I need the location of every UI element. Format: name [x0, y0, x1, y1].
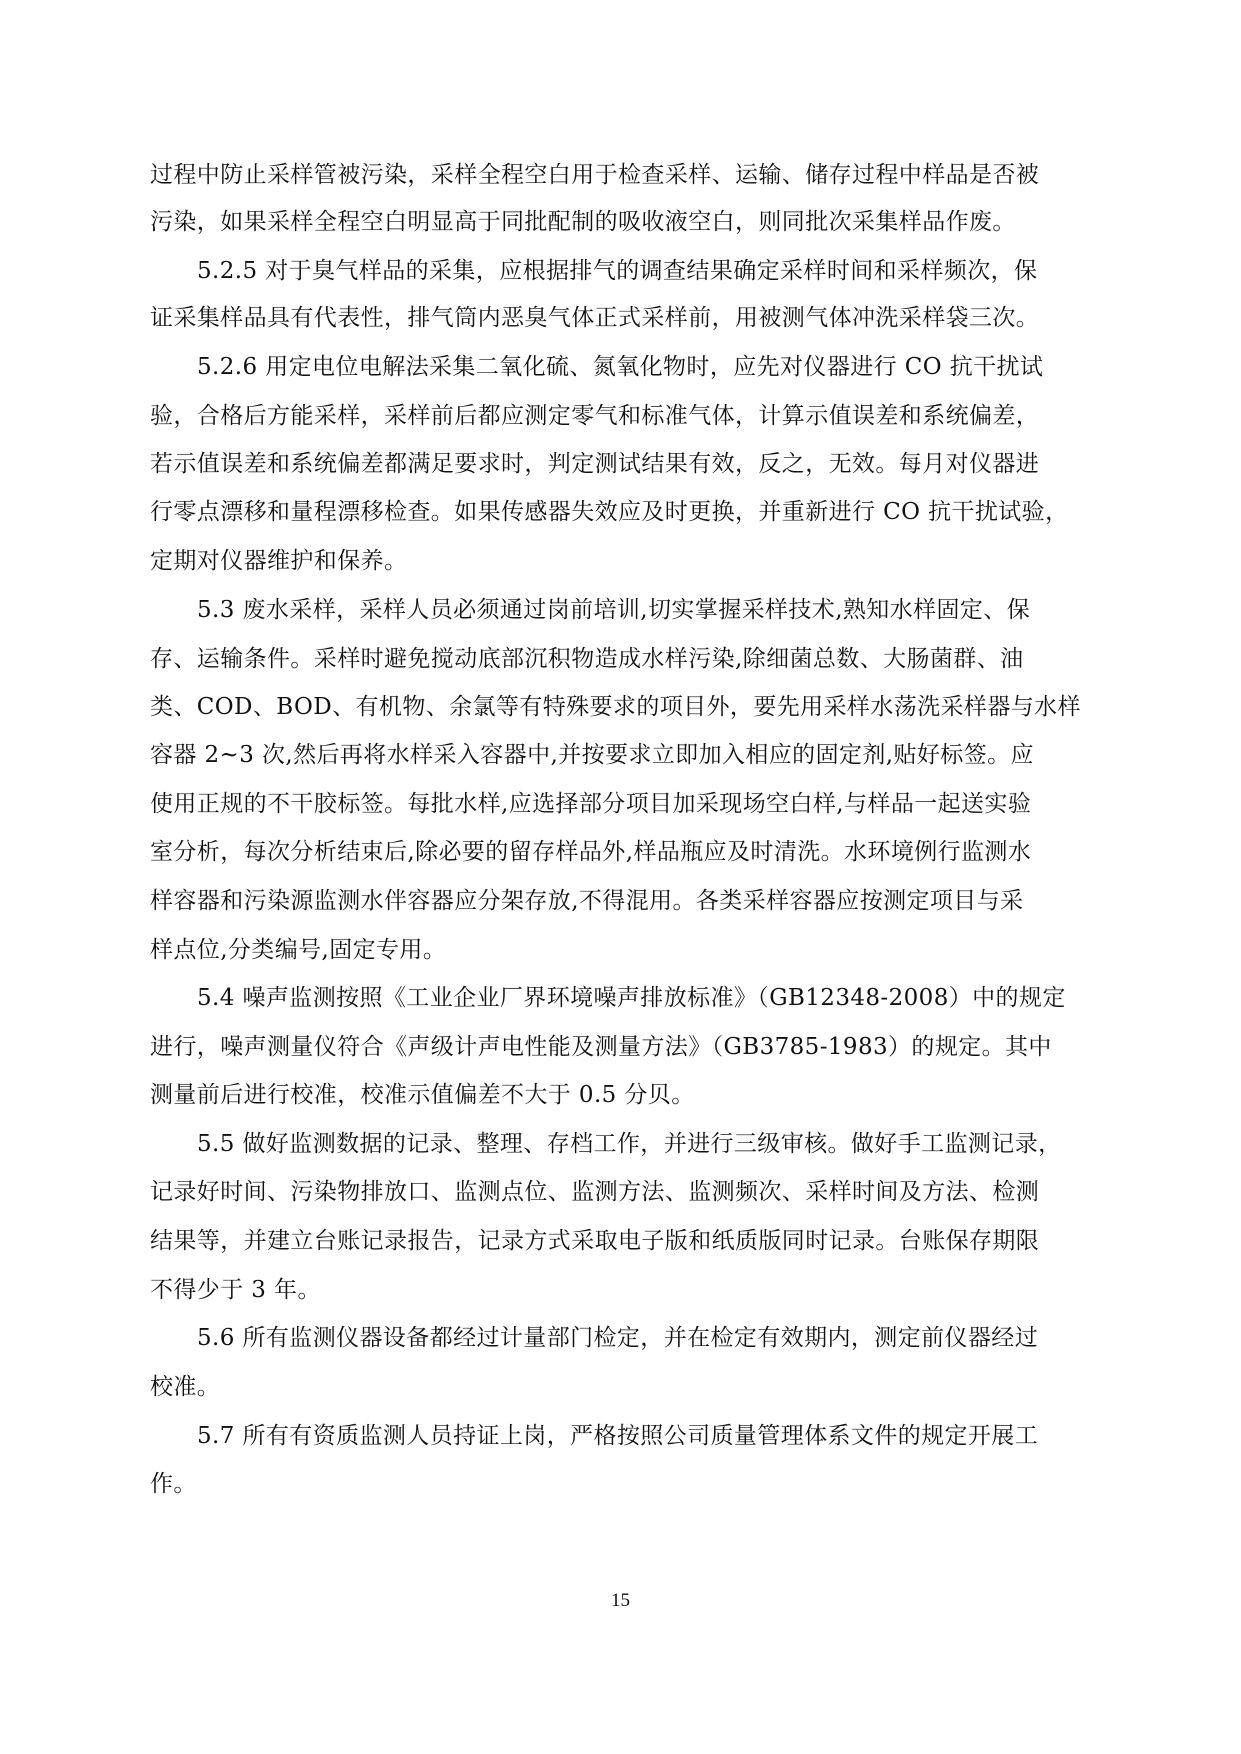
text-line: 类、COD、BOD、有机物、余氯等有特殊要求的项目外，要先用采样水荡洗采样器与水样 — [150, 694, 1081, 720]
text-line: 不得少于 3 年。 — [150, 1277, 321, 1303]
text-line: 存、运输条件。采样时避免搅动底部沉积物造成水样污染,除细菌总数、大肠菌群、油 — [150, 646, 1024, 672]
text-line: 测量前后进行校准，校准示值偏差不大于 0.5 分贝。 — [150, 1082, 695, 1108]
text-line: 记录好时间、污染物排放口、监测点位、监测方法、监测频次、采样时间及方法、检测 — [150, 1179, 1040, 1205]
text-line: 行零点漂移和量程漂移检查。如果传感器失效应及时更换，并重新进行 CO 抗干扰试验， — [150, 499, 1069, 525]
text-line: 样容器和污染源监测水伴容器应分架存放,不得混用。各类采样容器应按测定项目与采 — [150, 888, 1024, 914]
text-line: 定期对仪器维护和保养。 — [150, 548, 408, 574]
text-line: 污染，如果采样全程空白明显高于同批配制的吸收液空白，则同批次采集样品作废。 — [150, 209, 1016, 235]
text-line: 室分析，每次分析结束后,除必要的留存样品外,样品瓶应及时清洗。水环境例行监测水 — [150, 839, 1032, 865]
text-line: 进行，噪声测量仪符合《声级计声电性能及测量方法》（GB3785-1983）的规定。其中 — [150, 1034, 1052, 1060]
text-line: 5.4 噪声监测按照《工业企业厂界环境噪声排放标准》（GB12348-2008）中的规定 — [197, 985, 1066, 1011]
text-line: 5.7 所有有资质监测人员持证上岗，严格按照公司质量管理体系文件的规定开展工 — [197, 1423, 1039, 1449]
text-line: 5.5 做好监测数据的记录、整理、存档工作，并进行三级审核。做好手工监测记录， — [197, 1131, 1062, 1157]
text-line: 5.3 废水采样，采样人员必须通过岗前培训,切实掌握采样技术,熟知水样固定、保 — [197, 597, 1031, 623]
text-line: 5.2.5 对于臭气样品的采集，应根据排气的调查结果确定采样时间和采样频次，保 — [197, 258, 1038, 284]
page-number: 15 — [611, 1590, 630, 1611]
text-line: 样点位,分类编号,固定专用。 — [150, 937, 447, 963]
text-line: 5.6 所有监测仪器设备都经过计量部门检定，并在检定有效期内，测定前仪器经过 — [197, 1325, 1039, 1351]
text-line: 若示值误差和系统偏差都满足要求时，判定测试结果有效，反之，无效。每月对仪器进 — [150, 451, 1040, 477]
text-line: 验，合格后方能采样，采样前后都应测定零气和标准气体，计算示值误差和系统偏差， — [150, 403, 1040, 429]
text-line: 结果等，并建立台账记录报告，记录方式采取电子版和纸质版同时记录。台账保存期限 — [150, 1228, 1040, 1254]
text-line: 容器 2~3 次,然后再将水样采入容器中,并按要求立即加入相应的固定剂,贴好标签。应 — [150, 742, 1034, 768]
text-line: 证采集样品具有代表性，排气筒内恶臭气体正式采样前，用被测气体冲洗采样袋三次。 — [150, 305, 1040, 331]
text-line: 5.2.6 用定电位电解法采集二氧化硫、氮氧化物时，应先对仪器进行 CO 抗干扰试 — [197, 354, 1044, 380]
text-line: 使用正规的不干胶标签。每批水样,应选择部分项目加采现场空白样,与样品一起送实验 — [150, 791, 1032, 817]
text-line: 过程中防止采样管被污染，采样全程空白用于检查采样、运输、储存过程中样品是否被 — [150, 162, 1040, 188]
text-line: 校准。 — [150, 1374, 221, 1400]
text-line: 作。 — [150, 1471, 197, 1497]
